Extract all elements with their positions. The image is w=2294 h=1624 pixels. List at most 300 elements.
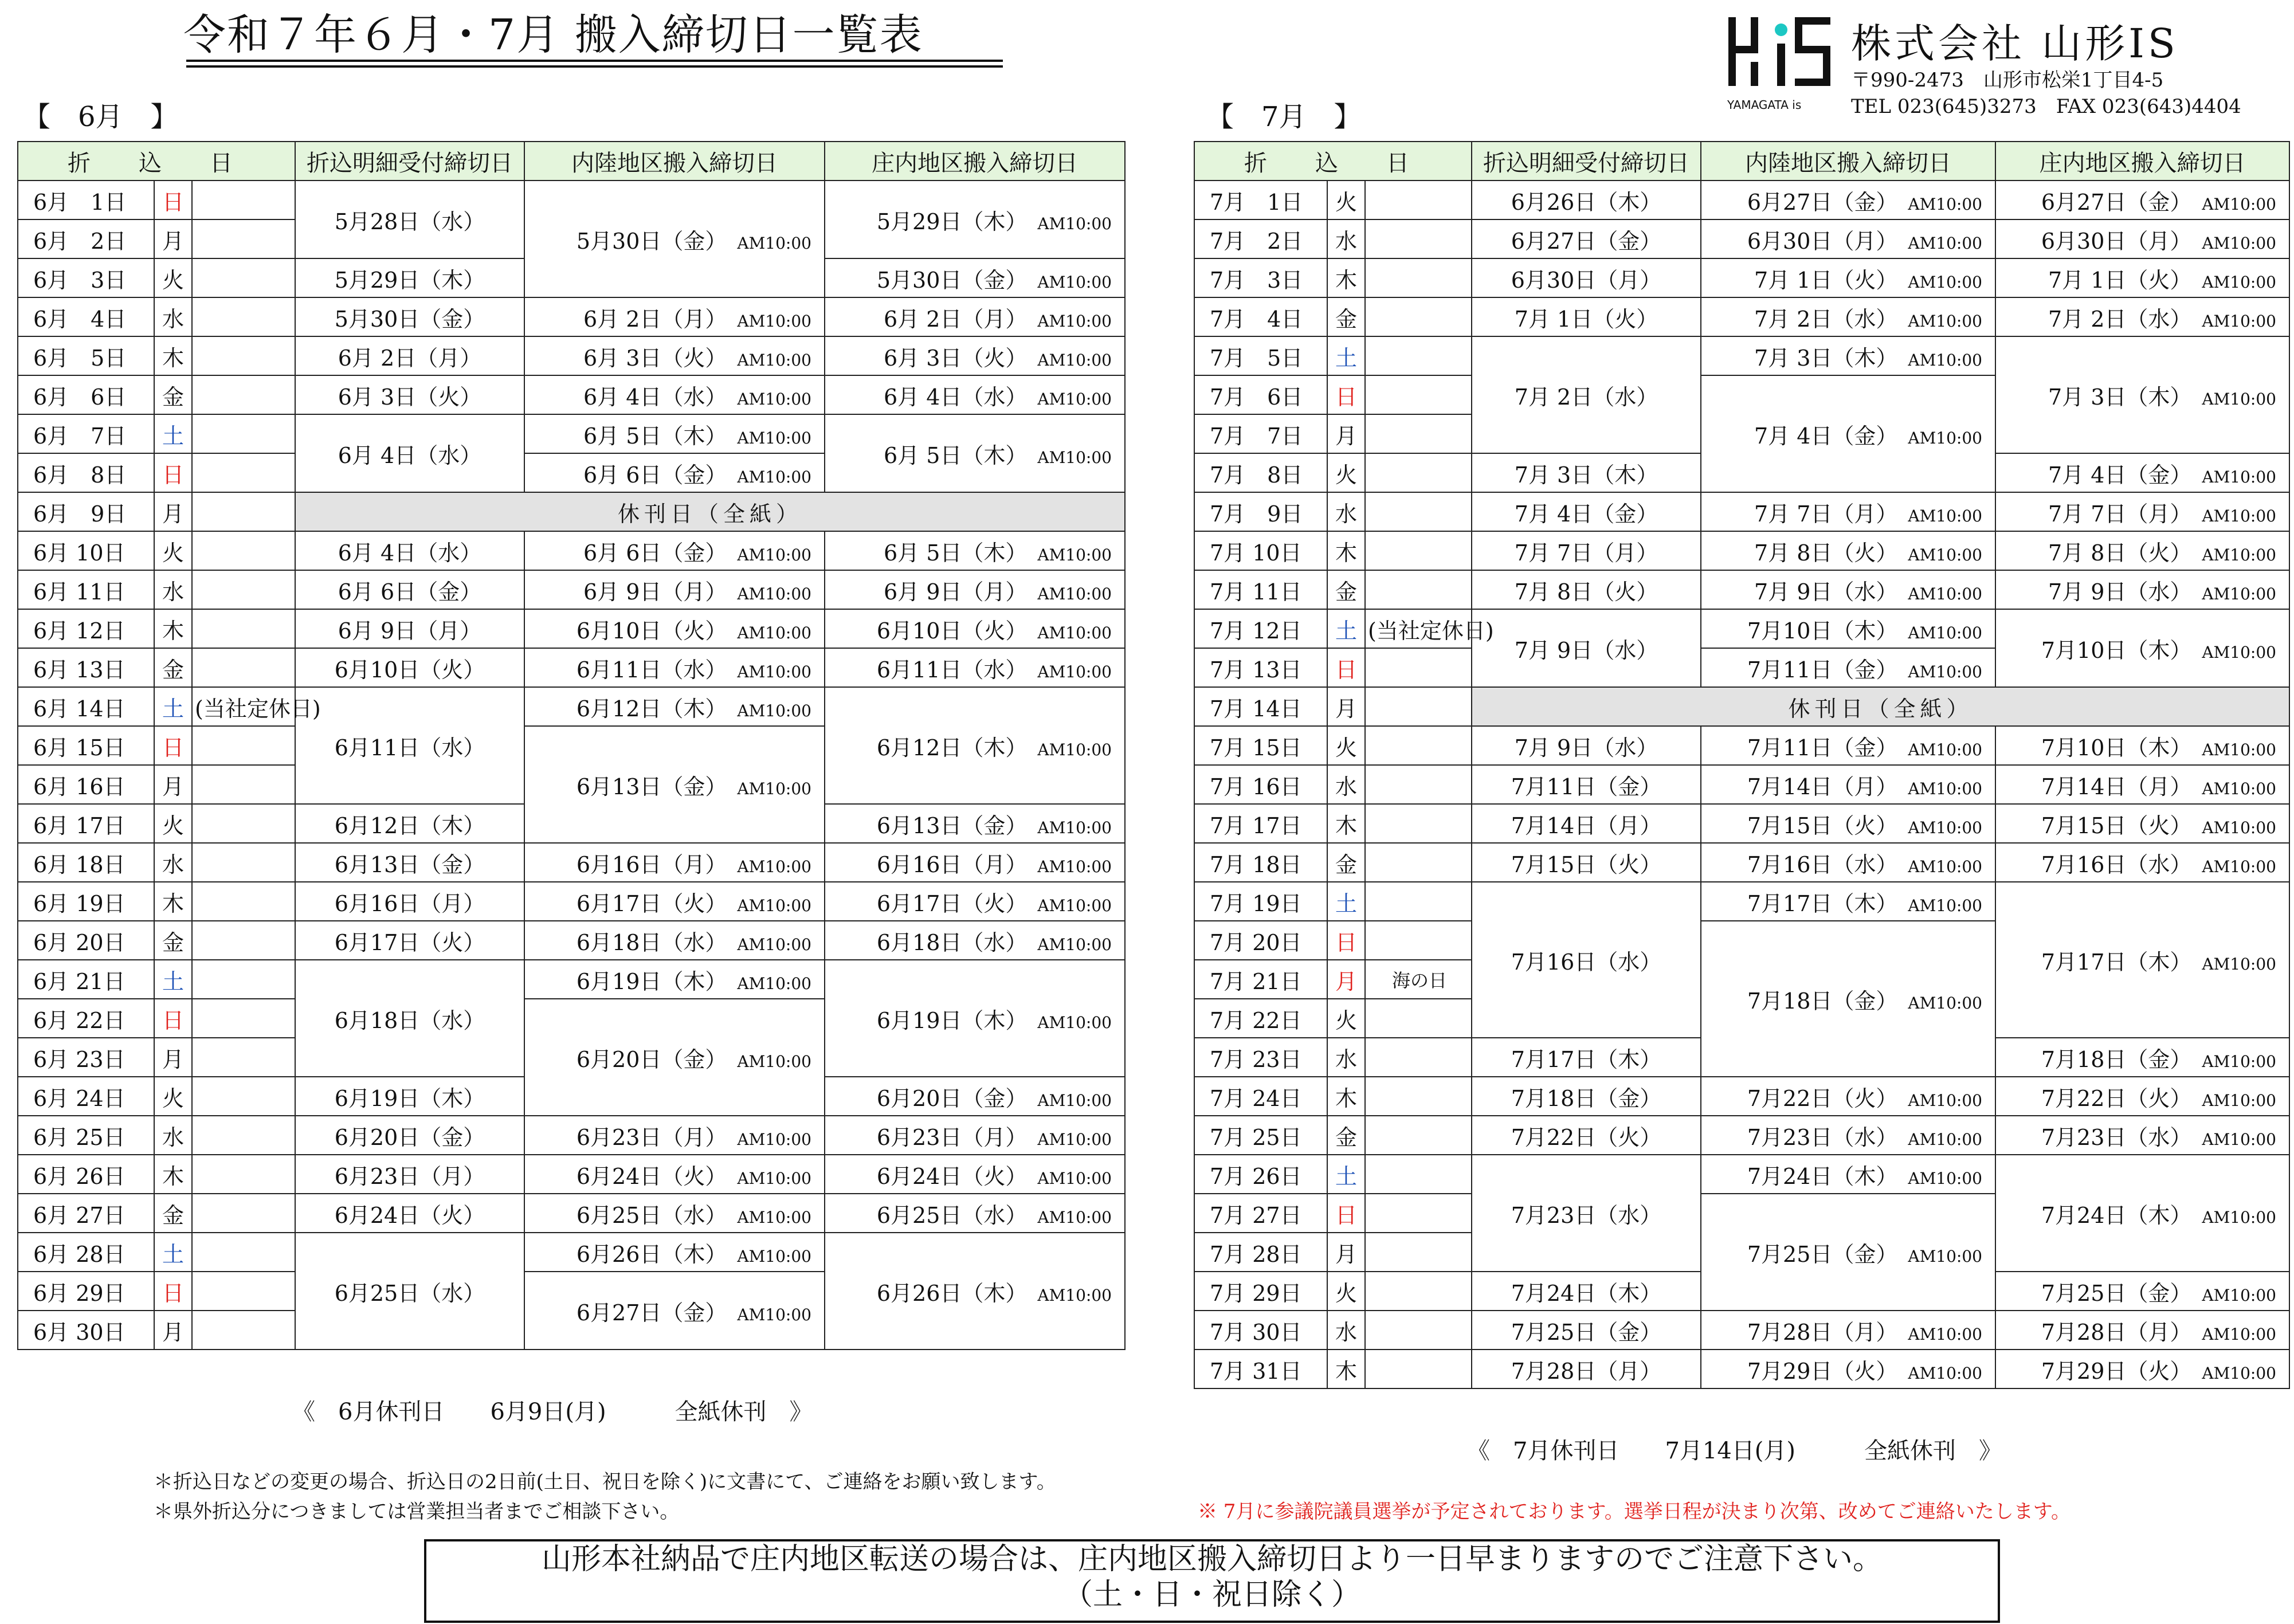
july-col-c-cell: [1995, 765, 2289, 804]
weekday: 火: [1327, 726, 1365, 765]
insert-date: 6月 1日: [18, 181, 154, 219]
weekday: 金: [1327, 843, 1365, 882]
deadline-date: 6月27日（金）: [1747, 189, 1898, 215]
deadline-date: 7月18日（金）: [1511, 1085, 1662, 1111]
july-col-c-cell: [1995, 1311, 2289, 1350]
deadline-time: AM10:00: [2202, 1285, 2276, 1305]
july-table-row: [1194, 882, 2289, 921]
deadline-date: 6月25日（水）: [576, 1202, 727, 1228]
day-note: [192, 453, 295, 492]
july-col-c-cell: [1995, 1077, 2289, 1116]
day-note: [192, 960, 295, 999]
day-note: [192, 570, 295, 609]
june-col-a-cell: [295, 609, 524, 648]
deadline-time: AM10:00: [737, 467, 811, 487]
deadline-date: 6月 6日（金）: [338, 579, 482, 605]
day-note: (当社定休日): [1365, 609, 1472, 648]
june-col-a-cell: [295, 921, 524, 960]
july-col-b-cell: [1701, 1350, 1995, 1388]
insert-date: 6月 12日: [18, 609, 154, 648]
deadline-date: 7月11日（金）: [1747, 657, 1898, 682]
july-col-c-cell: [1995, 219, 2289, 258]
day-note: [192, 336, 295, 375]
july-header-col-2: 内陸地区搬入締切日: [1701, 142, 1995, 181]
june-col-b-cell: [524, 297, 825, 336]
deadline-date: 6月10日（火）: [576, 618, 727, 644]
june-col-b-cell: [524, 687, 825, 726]
june-col-c-cell: [825, 1077, 1125, 1116]
june-col-a-cell: [295, 960, 524, 1077]
deadline-date: 7月 9日（水）: [1754, 579, 1898, 605]
deadline-time: AM10:00: [1037, 214, 1112, 233]
july-col-b-cell: [1701, 570, 1995, 609]
deadline-time: AM10:00: [2202, 779, 2276, 798]
deadline-time: AM10:00: [1037, 740, 1112, 759]
june-col-b-cell: [524, 1116, 825, 1155]
insert-date: 6月 15日: [18, 726, 154, 765]
deadline-date: 7月 1日（火）: [1514, 306, 1658, 332]
insert-date: 7月 1日: [1194, 181, 1327, 219]
insert-date: 6月 13日: [18, 648, 154, 687]
weekday: 金: [1327, 297, 1365, 336]
deadline-date: 7月10日（木）: [1747, 618, 1898, 644]
deadline-date: 6月25日（水）: [876, 1202, 1028, 1228]
july-col-c-cell: [1995, 1272, 2289, 1311]
july-table-row: [1194, 1350, 2289, 1388]
june-header-row: [18, 142, 1125, 181]
deadline-date: 7月 7日（月）: [1514, 540, 1658, 566]
weekday: 火: [154, 1077, 192, 1116]
july-header-row: [1194, 142, 2289, 181]
deadline-time: AM10:00: [1037, 935, 1112, 954]
july-col-b-cell: [1701, 219, 1995, 258]
day-note: [1365, 1194, 1472, 1233]
july-col-c-cell: [1995, 570, 2289, 609]
day-note: [1365, 999, 1472, 1038]
deadline-time: AM10:00: [1908, 506, 1982, 525]
insert-date: 6月 7日: [18, 414, 154, 453]
deadline-time: AM10:00: [737, 701, 811, 720]
weekday: 土: [154, 1233, 192, 1272]
weekday: 木: [1327, 1350, 1365, 1388]
july-col-c-cell: [1995, 1350, 2289, 1388]
note-outside-prefecture: ＊県外折込分につきましては営業担当者までご相談下さい。: [154, 1500, 680, 1523]
june-col-c-cell: [825, 687, 1125, 804]
deadline-date: 5月29日（木）: [876, 209, 1028, 234]
insert-date: 7月 9日: [1194, 492, 1327, 531]
july-col-b-cell: [1701, 843, 1995, 882]
day-note: [1365, 804, 1472, 843]
deadline-time: AM10:00: [2202, 311, 2276, 331]
june-col-c-cell: [825, 843, 1125, 882]
insert-date: 7月 21日: [1194, 960, 1327, 999]
june-col-c-cell: [825, 336, 1125, 375]
insert-date: 7月 5日: [1194, 336, 1327, 375]
insert-date: 7月 19日: [1194, 882, 1327, 921]
insert-date: 6月 21日: [18, 960, 154, 999]
day-note: [192, 609, 295, 648]
july-col-c-cell: [1995, 1155, 2289, 1272]
july-col-b-cell: [1701, 258, 1995, 297]
deadline-date: 7月11日（金）: [1747, 735, 1898, 760]
deadline-date: 6月25日（水）: [334, 1280, 485, 1306]
july-col-a-cell: [1472, 609, 1701, 687]
day-note: [1365, 921, 1472, 960]
day-note: [1365, 258, 1472, 297]
july-col-c-cell: [1995, 726, 2289, 765]
deadline-date: 7月22日（火）: [1511, 1124, 1662, 1150]
weekday: 水: [1327, 1038, 1365, 1077]
insert-date: 7月 22日: [1194, 999, 1327, 1038]
weekday: 火: [154, 804, 192, 843]
deadline-date: 5月29日（木）: [334, 267, 485, 293]
deadline-date: 6月 3日（火）: [583, 345, 727, 371]
july-col-a-cell: [1472, 570, 1701, 609]
june-col-a-cell: [295, 804, 524, 843]
deadline-date: 6月11日（水）: [876, 657, 1028, 682]
deadline-time: AM10:00: [1037, 350, 1112, 370]
deadline-date: 6月 2日（月）: [583, 306, 727, 332]
july-table-row: [1194, 843, 2289, 882]
july-holiday-cell: 休刊日（全紙）: [1472, 687, 2289, 726]
june-col-c-cell: [825, 804, 1125, 843]
insert-date: 7月 14日: [1194, 687, 1327, 726]
weekday: 土: [1327, 336, 1365, 375]
insert-date: 7月 6日: [1194, 375, 1327, 414]
deadline-date: 7月16日（水）: [2041, 852, 2192, 877]
insert-date: 6月 22日: [18, 999, 154, 1038]
deadline-date: 7月15日（火）: [1511, 852, 1662, 877]
june-col-a-cell: [295, 882, 524, 921]
june-table-row: [18, 648, 1125, 687]
insert-date: 7月 4日: [1194, 297, 1327, 336]
deadline-date: 6月13日（金）: [334, 852, 485, 877]
day-note: [1365, 414, 1472, 453]
june-col-a-cell: [295, 1077, 524, 1116]
weekday: 金: [1327, 570, 1365, 609]
june-col-b-cell: [524, 1194, 825, 1233]
insert-date: 7月 17日: [1194, 804, 1327, 843]
deadline-time: AM10:00: [2202, 1363, 2276, 1383]
day-note: [192, 1038, 295, 1077]
day-note: [1365, 181, 1472, 219]
deadline-date: 6月 2日（月）: [338, 345, 482, 371]
deadline-time: AM10:00: [1037, 623, 1112, 642]
insert-date: 7月 30日: [1194, 1311, 1327, 1350]
july-table-row: [1194, 492, 2289, 531]
june-col-b-cell: [524, 726, 825, 843]
deadline-date: 6月26日（木）: [576, 1241, 727, 1267]
day-note: [1365, 882, 1472, 921]
day-note: 海の日: [1365, 960, 1472, 999]
deadline-time: AM10:00: [737, 584, 811, 603]
june-table-row: [18, 531, 1125, 570]
deadline-time: AM10:00: [737, 1246, 811, 1266]
deadline-date: 6月11日（水）: [334, 735, 485, 760]
insert-date: 6月 8日: [18, 453, 154, 492]
deadline-date: 7月29日（火）: [1747, 1358, 1898, 1384]
day-note: [192, 1077, 295, 1116]
july-table-row: [1194, 258, 2289, 297]
deadline-time: AM10:00: [1037, 857, 1112, 876]
insert-date: 7月 10日: [1194, 531, 1327, 570]
june-table-row: [18, 492, 1125, 531]
deadline-date: 7月17日（木）: [1747, 891, 1898, 916]
weekday: 火: [154, 531, 192, 570]
day-note: [1365, 765, 1472, 804]
june-col-c-cell: [825, 1194, 1125, 1233]
june-col-b-cell: [524, 181, 825, 297]
deadline-date: 6月16日（月）: [334, 891, 485, 916]
deadline-date: 6月18日（水）: [334, 1007, 485, 1033]
deadline-date: 7月 3日（木）: [1514, 462, 1658, 488]
june-col-b-cell: [524, 843, 825, 882]
deadline-date: 6月12日（木）: [876, 735, 1028, 760]
deadline-date: 7月28日（月）: [1511, 1358, 1662, 1384]
deadline-time: AM10:00: [1908, 623, 1982, 642]
june-col-c-cell: [825, 1233, 1125, 1350]
deadline-date: 6月 5日（木）: [883, 540, 1028, 566]
june-label: 【 6月 】: [23, 101, 178, 133]
deadline-date: 7月 2日（水）: [2048, 306, 2192, 332]
june-col-c-cell: [825, 882, 1125, 921]
deadline-time: AM10:00: [2202, 506, 2276, 525]
insert-date: 7月 29日: [1194, 1272, 1327, 1311]
deadline-date: 7月 8日（火）: [1754, 540, 1898, 566]
deadline-date: 5月30日（金）: [576, 228, 727, 254]
june-col-c-cell: [825, 648, 1125, 687]
shonai-transfer-notice: [424, 1539, 2000, 1623]
deadline-date: 7月10日（木）: [2041, 637, 2192, 663]
day-note: [1365, 336, 1472, 375]
weekday: 月: [154, 492, 192, 531]
deadline-time: AM10:00: [2202, 272, 2276, 292]
deadline-date: 7月 4日（金）: [1754, 423, 1898, 449]
june-schedule-table: [17, 141, 1126, 1350]
deadline-time: AM10:00: [2202, 194, 2276, 214]
deadline-date: 6月13日（金）: [576, 774, 727, 799]
insert-date: 6月 3日: [18, 258, 154, 297]
weekday: 日: [1327, 921, 1365, 960]
june-table-row: [18, 181, 1125, 219]
weekday: 土: [154, 960, 192, 999]
insert-date: 6月 20日: [18, 921, 154, 960]
deadline-time: AM10:00: [1037, 1168, 1112, 1188]
weekday: 土: [1327, 882, 1365, 921]
day-note: [1365, 1272, 1472, 1311]
july-table-row: [1194, 687, 2289, 726]
deadline-time: AM10:00: [1908, 896, 1982, 915]
deadline-time: AM10:00: [2202, 1052, 2276, 1071]
deadline-time: AM10:00: [1908, 194, 1982, 214]
june-col-b-cell: [524, 1155, 825, 1194]
deadline-time: AM10:00: [1037, 662, 1112, 681]
june-col-b-cell: [524, 999, 825, 1116]
day-note: [192, 181, 295, 219]
july-col-b-cell: [1701, 1194, 1995, 1311]
deadline-date: 6月 3日（火）: [338, 384, 482, 410]
june-col-c-cell: [825, 297, 1125, 336]
day-note: [192, 648, 295, 687]
deadline-date: 6月12日（木）: [576, 696, 727, 721]
deadline-date: 6月13日（金）: [876, 813, 1028, 838]
june-table-row: [18, 1194, 1125, 1233]
july-col-c-cell: [1995, 843, 2289, 882]
deadline-date: 7月14日（月）: [1511, 813, 1662, 838]
deadline-date: 6月 9日（月）: [883, 579, 1028, 605]
july-col-c-cell: [1995, 609, 2289, 687]
july-col-a-cell: [1472, 765, 1701, 804]
july-table-row: [1194, 765, 2289, 804]
weekday: 日: [154, 726, 192, 765]
deadline-date: 7月 8日（火）: [2048, 540, 2192, 566]
june-col-b-cell: [524, 414, 825, 453]
deadline-date: 7月25日（金）: [1747, 1241, 1898, 1267]
deadline-time: AM10:00: [737, 1168, 811, 1188]
day-note: [1365, 570, 1472, 609]
june-col-c-cell: [825, 1155, 1125, 1194]
insert-date: 6月 9日: [18, 492, 154, 531]
company-logo-icon: [1725, 11, 1834, 112]
july-col-a-cell: [1472, 1116, 1701, 1155]
note-change-notice: ＊折込日などの変更の場合、折込日の2日前(土日、祝日を除く)に文書にて、ご連絡をお願い致します。: [154, 1470, 1056, 1493]
july-col-c-cell: [1995, 492, 2289, 531]
weekday: 月: [1327, 1233, 1365, 1272]
july-col-b-cell: [1701, 375, 1995, 492]
deadline-date: 7月17日（木）: [1511, 1046, 1662, 1072]
july-col-b-cell: [1701, 1077, 1995, 1116]
deadline-time: AM10:00: [2202, 1129, 2276, 1149]
weekday: 水: [154, 843, 192, 882]
july-col-a-cell: [1472, 181, 1701, 219]
day-note: [1365, 1038, 1472, 1077]
deadline-date: 7月 3日（木）: [2048, 384, 2192, 410]
weekday: 火: [1327, 453, 1365, 492]
deadline-date: 7月17日（木）: [2041, 949, 2192, 975]
weekday: 火: [1327, 1272, 1365, 1311]
june-table-row: [18, 1233, 1125, 1272]
july-col-a-cell: [1472, 1272, 1701, 1311]
july-col-c-cell: [1995, 297, 2289, 336]
day-note: [192, 219, 295, 258]
day-note: [192, 1272, 295, 1311]
deadline-date: 7月 3日（木）: [1754, 345, 1898, 371]
day-note: [1365, 492, 1472, 531]
deadline-time: AM10:00: [1037, 1285, 1112, 1305]
deadline-date: 7月24日（木）: [1747, 1163, 1898, 1189]
weekday: 日: [1327, 648, 1365, 687]
july-col-c-cell: [1995, 531, 2289, 570]
insert-date: 6月 25日: [18, 1116, 154, 1155]
deadline-date: 6月16日（月）: [876, 852, 1028, 877]
deadline-date: 7月11日（金）: [1511, 774, 1662, 799]
day-note: [1365, 1311, 1472, 1350]
june-table-row: [18, 297, 1125, 336]
deadline-date: 7月 7日（月）: [2048, 501, 2192, 527]
july-col-a-cell: [1472, 1077, 1701, 1116]
insert-date: 6月 29日: [18, 1272, 154, 1311]
june-col-a-cell: [295, 531, 524, 570]
weekday: 火: [1327, 181, 1365, 219]
deadline-date: 7月14日（月）: [1747, 774, 1898, 799]
june-header-insert-date: 折 込 日: [18, 142, 295, 181]
deadline-date: 7月16日（水）: [1747, 852, 1898, 877]
deadline-time: AM10:00: [737, 935, 811, 954]
deadline-date: 6月17日（火）: [576, 891, 727, 916]
deadline-date: 7月28日（月）: [2041, 1319, 2192, 1345]
july-table-row: [1194, 1155, 2289, 1194]
day-note: [192, 375, 295, 414]
july-col-c-cell: [1995, 453, 2289, 492]
deadline-date: 6月10日（火）: [334, 657, 485, 682]
deadline-date: 6月20日（金）: [576, 1046, 727, 1072]
deadline-time: AM10:00: [1908, 428, 1982, 448]
insert-date: 7月 12日: [1194, 609, 1327, 648]
july-col-c-cell: [1995, 336, 2289, 453]
deadline-date: 6月 6日（金）: [583, 462, 727, 488]
weekday: 金: [154, 648, 192, 687]
june-col-b-cell: [524, 609, 825, 648]
insert-date: 7月 24日: [1194, 1077, 1327, 1116]
day-note: [1365, 1155, 1472, 1194]
june-col-c-cell: [825, 960, 1125, 1077]
july-col-b-cell: [1701, 181, 1995, 219]
july-col-a-cell: [1472, 1155, 1701, 1272]
weekday: 月: [1327, 960, 1365, 999]
june-col-a-cell: [295, 1233, 524, 1350]
weekday: 日: [1327, 375, 1365, 414]
july-header-col-1: 折込明細受付締切日: [1472, 142, 1701, 181]
deadline-time: AM10:00: [1908, 1129, 1982, 1149]
deadline-time: AM10:00: [2202, 545, 2276, 564]
deadline-date: 7月 1日（火）: [1754, 267, 1898, 293]
deadline-time: AM10:00: [737, 974, 811, 993]
deadline-date: 7月25日（金）: [1511, 1319, 1662, 1345]
deadline-time: AM10:00: [1908, 740, 1982, 759]
deadline-date: 7月18日（金）: [1747, 988, 1898, 1014]
june-col-b-cell: [524, 882, 825, 921]
day-note: [192, 1155, 295, 1194]
day-note: [192, 882, 295, 921]
july-col-a-cell: [1472, 726, 1701, 765]
deadline-date: 6月23日（月）: [576, 1124, 727, 1150]
deadline-time: AM10:00: [737, 857, 811, 876]
day-note: [1365, 1077, 1472, 1116]
day-note: [192, 531, 295, 570]
weekday: 日: [154, 1272, 192, 1311]
deadline-time: AM10:00: [1908, 545, 1982, 564]
deadline-time: AM10:00: [1037, 1207, 1112, 1227]
july-col-b-cell: [1701, 492, 1995, 531]
deadline-time: AM10:00: [1037, 545, 1112, 564]
insert-date: 6月 16日: [18, 765, 154, 804]
june-table-row: [18, 570, 1125, 609]
deadline-time: AM10:00: [737, 896, 811, 915]
weekday: 水: [1327, 1311, 1365, 1350]
deadline-date: 6月26日（木）: [876, 1280, 1028, 1306]
june-table-row: [18, 1116, 1125, 1155]
deadline-time: AM10:00: [2202, 954, 2276, 974]
deadline-time: AM10:00: [1908, 857, 1982, 876]
july-col-a-cell: [1472, 336, 1701, 453]
company-tel-fax: TEL 023(645)3273 FAX 023(643)4404: [1851, 95, 2241, 118]
deadline-time: AM10:00: [1037, 818, 1112, 837]
june-table-row: [18, 921, 1125, 960]
deadline-time: AM10:00: [1037, 584, 1112, 603]
deadline-time: AM10:00: [1908, 584, 1982, 603]
deadline-time: AM10:00: [1908, 662, 1982, 681]
day-note: [192, 843, 295, 882]
